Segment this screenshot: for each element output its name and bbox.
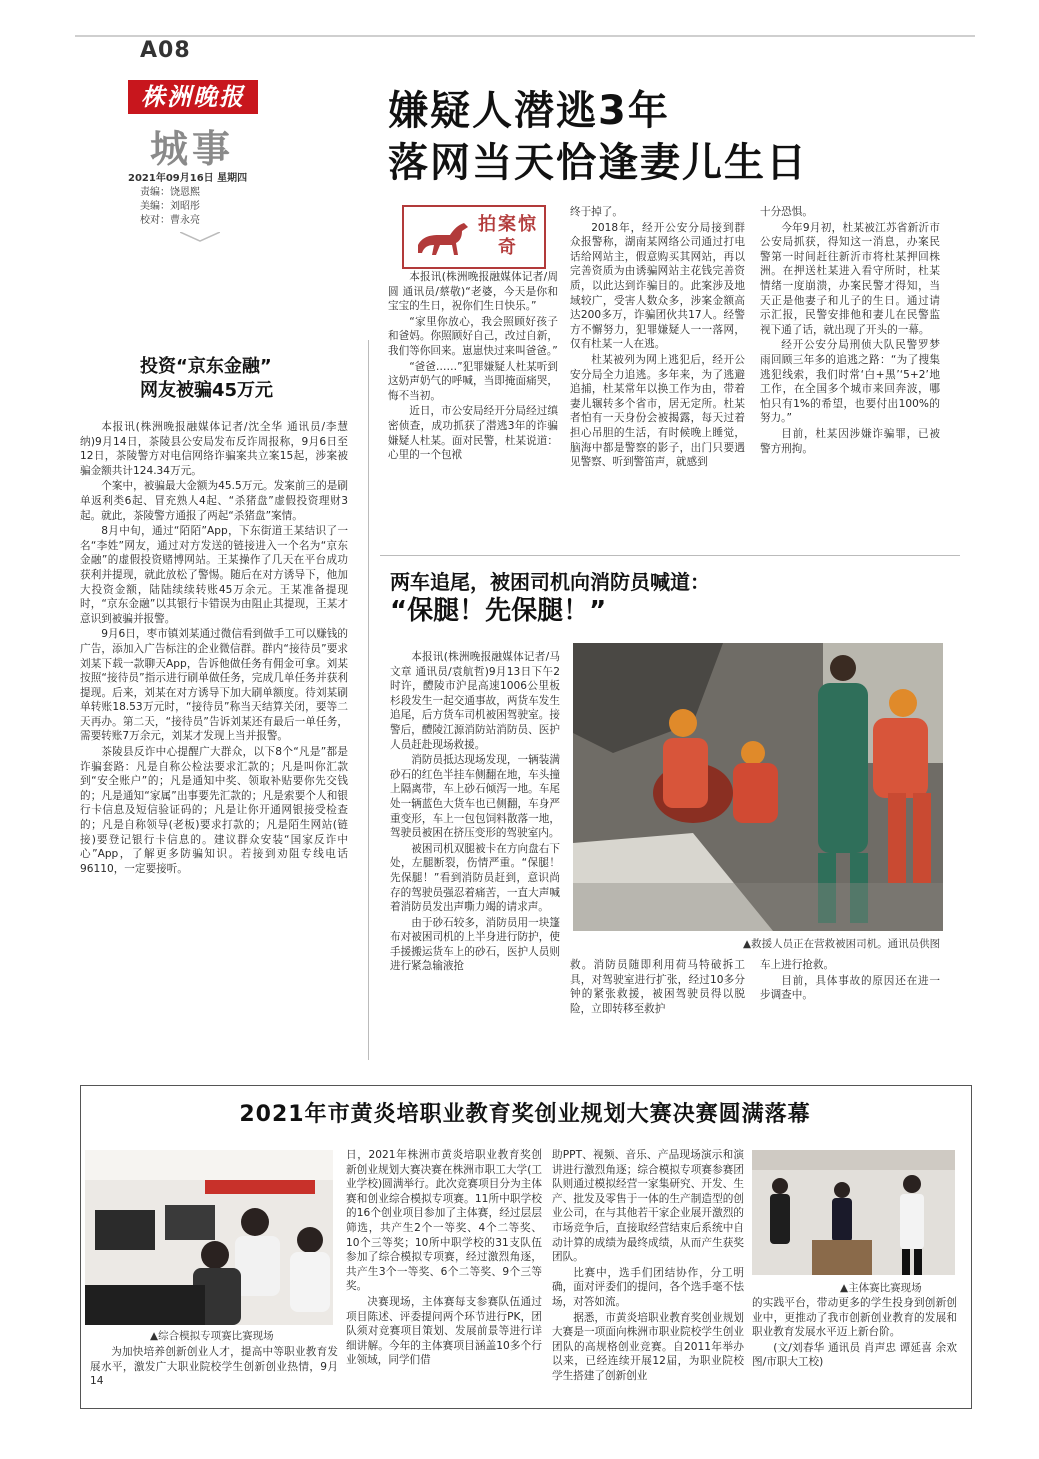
competition-photo [752,1150,955,1275]
paragraph: 本报讯(株洲晚报融媒体记者/沈全华 通讯员/李慧纳)9月14日，茶陵县公安局发布反诈周报称，9月6日至12日，茶陵警方对电信网络诈骗案共立案15起，涉案被骗金额共计124.34万元。 [80,421,348,477]
paragraph: 据悉，市黄炎培职业教育奖创业规划大赛是一项面向株洲市职业院校学生创业团队的高规格创业竞赛。自2011年举办以来，已经连续开展12届，为职业院校学生搭建了创新创业 [552,1311,744,1382]
side-headline-line1: 投资“京东金融” [140,356,272,377]
paragraph: “家里你放心，我会照顾好孩子和爸妈。你照顾好自己，改过自新，我们等你回来。崽崽快过来叫爸爸。” [388,315,558,357]
paragraph: 本报讯(株洲晚报融媒体记者/周圆 通讯员/蔡敬)“老婆，今天是你和宝宝的生日，祝你们生日快乐。” [388,271,558,313]
paragraph: 的实践平台，带动更多的学生投身到创新创业中，更推动了我市创新创业教育的发展和职业教育发展水平迈上新台阶。 [752,1297,957,1339]
page-meta [128,172,247,228]
horse-icon [412,215,472,259]
paragraph: 日，2021年株洲市黄炎培职业教育奖创新创业规划大赛决赛在株洲市职工大学(工业学校)圆满举行。此次竞赛项目分为主体赛和创业综合模拟专项赛。11所中职学校的16个创业项目参加了主体赛，经过层层筛选，共产生2个一等奖、4个二等奖、10个三等奖；10所中职学校的31支队伍参加了综合模拟专项赛，经过激烈角逐，共产生3个一等奖、6个二等奖、9个三等奖。 [346,1149,542,1293]
main-story-col1 [388,270,558,464]
classroom-photo-caption: ▲综合模拟专项赛比赛现场 [150,1330,274,1342]
side-story-body [80,420,348,877]
designer-credit: 美编：刘昭彤 [140,201,200,212]
second-story-headline [390,570,710,628]
side-story-headline [140,355,273,403]
paragraph: 决赛现场，主体赛每支参赛队伍通过项目陈述、评委提问两个环节进行PK，团队须对竞赛项目策划、发展前景等进行详细讲解。今年的主体赛项目涵盖10多个行业领域，同学们借 [346,1295,542,1367]
paragraph: 车上进行抢救。 [760,959,835,971]
paragraph: 目前，具体事故的原因还在进一步调查中。 [760,974,940,1002]
paragraph: 本报讯(株洲晚报融媒体记者/马文章 通讯员/袁航哲)9月13日下午2时许，醴陵市沪昆高速1006公里板杉段发生一起交通事故，两货车发生追尾，后方货车司机被困驾驶室。接警后，醴陵江源消防站消防员、医护人员赶赴现场救援。 [390,651,560,751]
main-headline [388,85,808,189]
paragraph: 消防员抵达现场发现，一辆装满砂石的红色半挂车侧翻在地，车头撞上隔离带，车上砂石倾泻一地。车尾处一辆蓝色大货车也已侧翻，车身严重变形，车上一包包饲料散落一地，驾驶员被困在挤压变形的驾驶室内。 [390,754,560,840]
editor-credit: 责编：饶恩熙 [140,187,200,198]
paragraph: 杜某被列为网上逃犯后，经开公安分局全力追逃。多年来，为了逃避追捕，杜某常年以换工作为由，带着妻儿辗转多个省市，居无定所。杜某者怕有一天身份会被揭露，每天过着担心吊胆的生活，有时候晚上睡觉，脑海中都是警察的影子，出门只要遇见警察、听到警笛声，就感到 [570,353,745,469]
bottom-col3 [552,1148,744,1385]
paragraph: 经开公安分局刑侦大队民警罗梦雨回顾三年多的追逃之路：“为了搜集逃犯线索，我们时常‘白+黑’‘5+2’地工作，在全国多个城市来回奔波，哪怕只有1%的希望，也要付出100%的努力。” [760,339,940,425]
main-headline-line2: 落网当天恰逢妻儿生日 [388,140,808,186]
paragraph: 比赛中，选手们团结协作，分工明确，面对评委们的提问，各个选手毫不怯场，对答如流。 [552,1266,744,1308]
second-headline-line1: 两车追尾，被困司机向消防员喊道： [390,570,710,594]
paragraph: 目前，杜某因涉嫌诈骗罪，已被警方刑拘。 [760,427,940,455]
stamp-text: 拍案惊奇 [478,214,538,258]
masthead-logo: 株洲晚报 [128,80,258,114]
bottom-col2 [346,1148,542,1369]
paragraph: 十分恐惧。 [760,206,813,218]
classroom-photo-illustration [85,1150,333,1325]
bottom-article-headline: 2021年市黄炎培职业教育奖创业规划大赛决赛圆满落幕 [239,1102,811,1127]
paragraph: 今年9月初，杜某被江苏省新沂市公安局抓获，得知这一消息，办案民警第一时间赶往新沂市将杜某押回株洲。在押送杜某进入看守所时，杜某情绪一度崩溃，办案民警才得知，当天正是他妻子和儿子的生日。通过请示汇报，民警安排他和妻儿在民警监视下通了话，就出现了开头的一幕。 [760,221,940,336]
column-divider [368,340,369,1060]
second-story-col2 [570,958,745,1017]
paragraph: 9月6日，枣市镇刘某通过微信看到做手工可以赚钱的广告，添加入广告标注的企业微信群。群内“接待员”要求刘某下载一款聊天App，告诉他做任务有佣金可拿。刘某按照“接待员”指示进行刷单做任务，完成几单任务并获利提现。后来，刘某在对方诱导下加大刷单额度。待刘某刷单转账18.53万元时，“接待员”称当天结算关闭，要等二天再办。第二天，“接待员”告诉刘某还有最后一单任务，需要转账7万余元，刘某才发现上当并报警。 [80,628,348,743]
main-story-col3 [760,205,940,457]
paragraph: 茶陵县反诈中心提醒广大群众，以下8个“凡是”都是诈骗套路：凡是自称公检法要求汇款的；凡是叫你汇款到“安全账户”的；凡是通知中奖、领取补贴要你先交钱的；凡是通知“家属”出事要先汇款的；凡是索要个人和银行卡信息及短信验证码的；凡是让你开通网银接受检查的；凡是自称领导(老板)要求打款的；凡是陌生网站(链接)要登记银行卡信息的。建议群众安装“国家反诈中心”App，了解更多防骗知识。若接到劝阻专线电话96110，一定要接听。 [80,746,348,875]
bottom-col1 [90,1345,338,1390]
main-headline-line1: 嫌疑人潜逃3年 [388,88,670,134]
date-line: 2021年09月16日 星期四 [128,173,248,184]
section-title: 城事 [150,126,235,171]
section-divider [380,555,960,556]
top-rule [75,35,975,37]
paragraph: 救。消防员随即利用荷马特破拆工具，对驾驶室进行扩张，经过10多分钟的紧张救援，被困驾驶员得以脱险，立即转移至救护 [570,959,745,1015]
side-headline-line2: 网友被骗45万元 [140,380,274,401]
paragraph: 8月中旬，通过“陌陌”App，下东街道王某结识了一名“李姓”网友，通过对方发送的链接进入一个名为“京东金融”的虚假投资赌博网站。王某操作了几天在平台成功获利并提现，就此放松了警惕。随后在对方诱导下，他加大投资金额，陆陆续续转账45万余元。王某准备提现时，“京东金融”以其银行卡错误为由阻止其提现，王某才意识到被骗并报警。 [80,525,348,625]
paragraph: 由于砂石较多，消防员用一块篷布对被困司机的上半身进行防护，使手援搬运货车上的砂石，医护人员则进行紧急输液抢 [390,916,560,973]
second-story-col1 [390,650,560,975]
column-stamp [402,205,546,269]
competition-photo-illustration [752,1150,955,1275]
proofreader-credit: 校对：曹永亮 [140,215,200,226]
rescue-photo-caption: ▲救援人员正在营救被困司机。通讯员供图 [743,938,941,950]
paragraph: 个案中，被骗最大金额为45.5万元。发案前三的是刷单返利类6起、冒充熟人4起、“杀猪盘”虚假投资理财3起。就此，茶陵警方通报了两起“杀猪盘”案情。 [80,480,348,522]
main-story-col2 [570,205,745,471]
rescue-photo-illustration [573,643,943,931]
competition-photo-caption: ▲主体赛比赛现场 [840,1282,922,1294]
bottom-col4 [752,1296,957,1371]
paragraph: 为加快培养创新创业人才，提高中等职业教育发展水平，激发广大职业院校学生创新创业热情，9月14 [90,1346,338,1388]
byline: (文/刘春华 通讯员 肖声忠 谭延喜 余欢 图/市职大工校) [752,1341,957,1369]
chevron-down-icon [180,232,220,242]
classroom-photo [85,1150,333,1325]
page-number: A08 [140,38,191,63]
second-story-col3 [760,958,940,1004]
rescue-photo [573,643,943,931]
paragraph: 2018年，经开公安分局接到群众报警称，湖南某网络公司通过打电话给网站主，假意购买其网站，再以完善资质为由诱骗网站主花钱完善资质，以此达到诈骗目的。此案涉及地域较广，受害人数众多，涉案金额高达200多万，诈骗团伙共17人。经警方不懈努力，犯罪嫌疑人一一落网，仅有杜某一人在逃。 [570,221,745,351]
paragraph: 被困司机双腿被卡在方向盘右下处，左腿断裂，伤情严重。“保腿！先保腿！”看到消防员赶到，意识尚存的驾驶员强忍着痛苦，一直大声喊着消防员发出声嘶力竭的请求声。 [390,842,560,914]
paragraph: 近日，市公安局经开分局经过缜密侦查，成功抓获了潜逃3年的诈骗嫌疑人杜某。面对民警，杜某说道：心里的一个包袱 [388,405,558,462]
paragraph: 终于掉了。 [570,206,623,218]
paragraph: 助PPT、视频、音乐、产品现场演示和演讲进行激烈角逐；综合模拟专项赛参赛团队则通过模拟经营一家集研究、开发、生产、批发及零售于一体的生产制造型的创业公司，在与其他若干家企业展开激烈的市场竞争后，直接取经营结束后系统中自动计算的成绩为最终成绩，从而产生获奖团队。 [552,1149,744,1264]
second-headline-line2: “保腿！先保腿！” [390,596,607,626]
paragraph: “爸爸……”犯罪嫌疑人杜某听到这奶声奶气的呼喊，当即掩面痛哭，悔不当初。 [388,360,558,402]
